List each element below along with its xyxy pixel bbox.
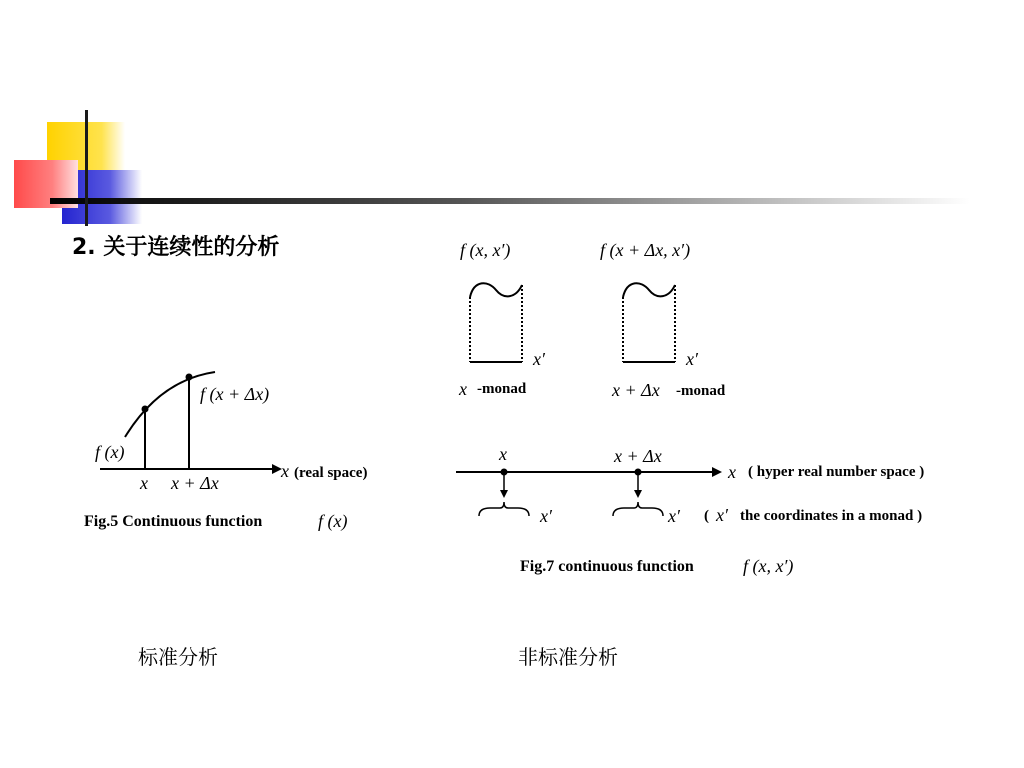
fig7-left-monad-label: -monad <box>477 381 527 397</box>
fig7-axis-var: x <box>728 462 736 482</box>
fig7-note-var: x′ <box>716 505 728 525</box>
fig7-axis-label-x-dx: x + Δx <box>614 446 662 466</box>
fig7-axis-label-x: x <box>499 444 507 464</box>
fig7-left-monad-var: x <box>459 379 467 399</box>
fig7-right-monad-label: -monad <box>676 383 726 399</box>
fig7-right-func: f (x + Δx, x′) <box>600 240 691 260</box>
slide-title: 2. 关于连续性的分析 <box>72 235 280 260</box>
standard-analysis-label: 标准分析 <box>138 645 218 669</box>
fig7-right-wave <box>623 283 675 297</box>
nonstandard-analysis-label: 非标准分析 <box>518 645 618 669</box>
fig7-brace-left-xprime: x′ <box>540 506 552 526</box>
fig7-right-monad-box <box>623 283 675 362</box>
fig7-left-monad-box <box>470 283 522 362</box>
fig7-note-text: the coordinates in a monad ) <box>740 508 923 524</box>
fig7-point-x <box>501 469 508 476</box>
fig5-axis-var: x <box>281 461 289 481</box>
fig5-tick-x-dx: x + Δx <box>171 473 219 493</box>
fig5-axis-note: (real space) <box>294 465 368 481</box>
fig7-left-wave <box>470 283 522 297</box>
fig7-caption-math: f (x, x′) <box>743 556 794 576</box>
fig7-brace-right-xprime: x′ <box>668 506 680 526</box>
fig7-arrowhead-x-dx <box>634 490 642 498</box>
fig7-caption: Fig.7 continuous function <box>520 558 694 575</box>
fig5-tick-x: x <box>140 473 148 493</box>
fig7-right-xprime: x′ <box>686 349 698 369</box>
fig7-brace-left <box>479 502 529 516</box>
fig7-note-open: ( <box>704 508 709 524</box>
fig7-arrowhead-x <box>500 490 508 498</box>
fig7-left-func: f (x, x′) <box>460 240 511 260</box>
fig5-label-f-x: f (x) <box>95 442 125 462</box>
fig7-brace-right <box>613 502 663 516</box>
fig7-right-monad-var: x + Δx <box>612 380 660 400</box>
fig5-label-f-x-dx: f (x + Δx) <box>200 384 270 404</box>
fig5-caption: Fig.5 Continuous function <box>84 513 263 530</box>
fig7-left-xprime: x′ <box>533 349 545 369</box>
fig5-caption-math: f (x) <box>318 511 348 531</box>
fig7-point-x-dx <box>635 469 642 476</box>
fig7-x-axis-arrowhead <box>712 467 722 477</box>
fig7-axis-note: ( hyper real number space ) <box>748 464 925 480</box>
